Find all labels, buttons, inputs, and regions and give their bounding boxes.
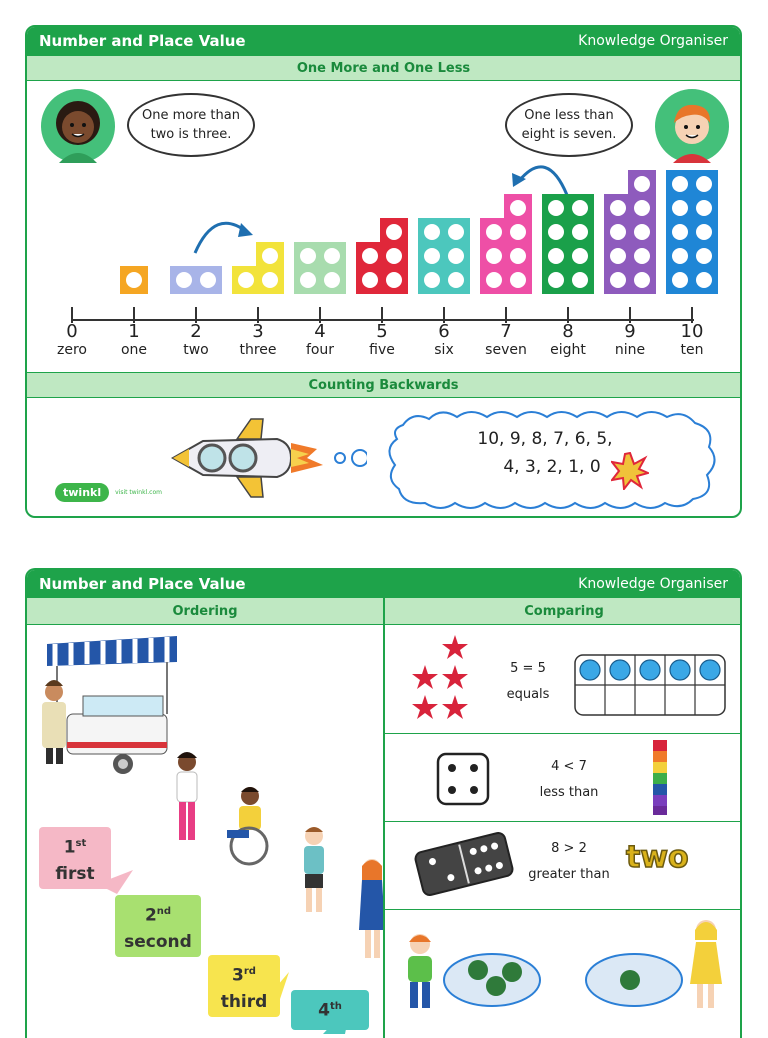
ordinal-suffix: nd [156, 906, 172, 917]
numeral: 0 [66, 321, 78, 342]
number-block-8 [542, 194, 594, 294]
section-heading-counting-backwards: Counting Backwards [27, 372, 740, 398]
dice-icon [436, 752, 492, 808]
numeral: 5 [376, 321, 388, 342]
number-label-3 [233, 321, 283, 358]
number-word: three [239, 342, 277, 358]
numeral: 1 [128, 321, 140, 342]
child-4-figure [359, 859, 383, 958]
card-subtitle: Knowledge Organiser [578, 33, 728, 49]
boy-figure [408, 934, 432, 1008]
number-label-0 [47, 321, 97, 358]
number-word: four [305, 342, 335, 358]
less-than-expression: 4 < 7 [551, 759, 587, 774]
number-label-5 [357, 321, 407, 358]
number-block-10 [666, 170, 718, 294]
ordinal-suffix: th [329, 1001, 342, 1012]
greater-than-word: greater than [528, 867, 610, 882]
twinkl-logo[interactable] [55, 483, 162, 502]
countdown-line-1: 10, 9, 8, 7, 6, 5, [477, 429, 613, 449]
ordinal-number: 4 [318, 1000, 330, 1021]
number-word: nine [614, 342, 646, 358]
number-word: ten [680, 342, 704, 358]
numeral: 3 [252, 321, 264, 342]
numeral: 10 [680, 321, 704, 342]
ordinal-word: second [124, 931, 192, 952]
card-subtitle: Knowledge Organiser [578, 576, 728, 592]
section-heading-comparing: Comparing [384, 598, 742, 625]
ordinal-number: 2 [144, 905, 157, 926]
countdown-line-2: 4, 3, 2, 1, 0 [503, 457, 601, 477]
linking-cubes-icon [650, 738, 670, 818]
word-two-display: two [626, 840, 689, 875]
number-label-1 [109, 321, 159, 358]
numeral: 6 [438, 321, 450, 342]
knowledge-organiser-card-1 [25, 25, 742, 518]
ordinal-tag-fourth [291, 990, 369, 1030]
section-heading-ordering: Ordering [27, 598, 383, 625]
greater-than-text [519, 836, 619, 888]
number-block-7 [480, 194, 532, 294]
section-heading-one-more-one-less: One More and One Less [27, 55, 740, 81]
card-title: Number and Place Value [39, 32, 246, 50]
girl-figure [690, 920, 722, 1008]
equals-word: equals [506, 687, 550, 702]
ordinal-word: third [220, 991, 268, 1012]
ice-cream-cart [47, 636, 177, 774]
compare-row-greater-than [384, 822, 742, 910]
ordinal-suffix: rd [243, 966, 256, 977]
number-block-4 [294, 242, 346, 294]
numeral: 9 [624, 321, 636, 342]
number-word: zero [57, 342, 87, 358]
number-label-10 [667, 321, 717, 358]
less-than-text [524, 754, 614, 806]
number-word: five [369, 342, 395, 358]
equals-text [496, 656, 560, 708]
numeral: 7 [500, 321, 512, 342]
broccoli-plates-illustration [384, 910, 742, 1030]
knowledge-organiser-card-2 [25, 568, 742, 1038]
number-line-blocks [27, 27, 742, 357]
child-3-figure [304, 827, 324, 912]
equals-expression: 5 = 5 [510, 661, 546, 676]
card-header [27, 570, 740, 598]
number-label-9 [605, 321, 655, 358]
greater-than-expression: 8 > 2 [551, 841, 587, 856]
number-word: seven [485, 342, 527, 358]
number-word: six [434, 342, 454, 358]
ordinal-suffix: st [75, 838, 87, 849]
vendor-person [42, 680, 66, 764]
compare-row-less-than [384, 734, 742, 822]
ordinal-number: 3 [232, 965, 244, 986]
compare-row-equals [384, 624, 742, 734]
number-label-4 [295, 321, 345, 358]
logo-text: twinkl [55, 483, 109, 502]
child-wheelchair-figure [227, 787, 267, 864]
number-block-3 [232, 242, 284, 294]
child-1-figure [177, 752, 197, 840]
number-block-1 [120, 266, 148, 294]
number-label-7 [481, 321, 531, 358]
explosion-icon [611, 452, 649, 490]
number-label-2 [171, 321, 221, 358]
ten-frame-icon [574, 654, 728, 718]
stars-icon [410, 632, 480, 722]
card-title: Number and Place Value [39, 575, 246, 593]
speech-bubble-right: One less than eight is seven. [505, 93, 633, 157]
number-block-2 [170, 266, 222, 294]
number-word: one [120, 342, 148, 358]
rocket-icon [167, 413, 367, 503]
number-label-6 [419, 321, 469, 358]
number-word: two [183, 342, 209, 358]
numeral: 4 [314, 321, 326, 342]
number-label-8 [543, 321, 593, 358]
number-block-9 [604, 170, 656, 294]
numeral: 8 [562, 321, 574, 342]
ordinal-number: 1 [63, 837, 76, 858]
ordinal-tag-first [39, 827, 111, 889]
logo-url: visit twinkl.com [115, 489, 162, 496]
speech-bubble-left: One more than two is three. [127, 93, 255, 157]
less-than-word: less than [539, 785, 599, 800]
number-block-6 [418, 218, 470, 294]
number-word: eight [550, 342, 586, 358]
ordinal-tag-third [208, 955, 280, 1017]
domino-icon [414, 832, 514, 896]
ordinal-tag-second [115, 895, 201, 957]
numeral: 2 [190, 321, 202, 342]
number-block-5 [356, 218, 408, 294]
ordinal-word: first [55, 863, 95, 884]
